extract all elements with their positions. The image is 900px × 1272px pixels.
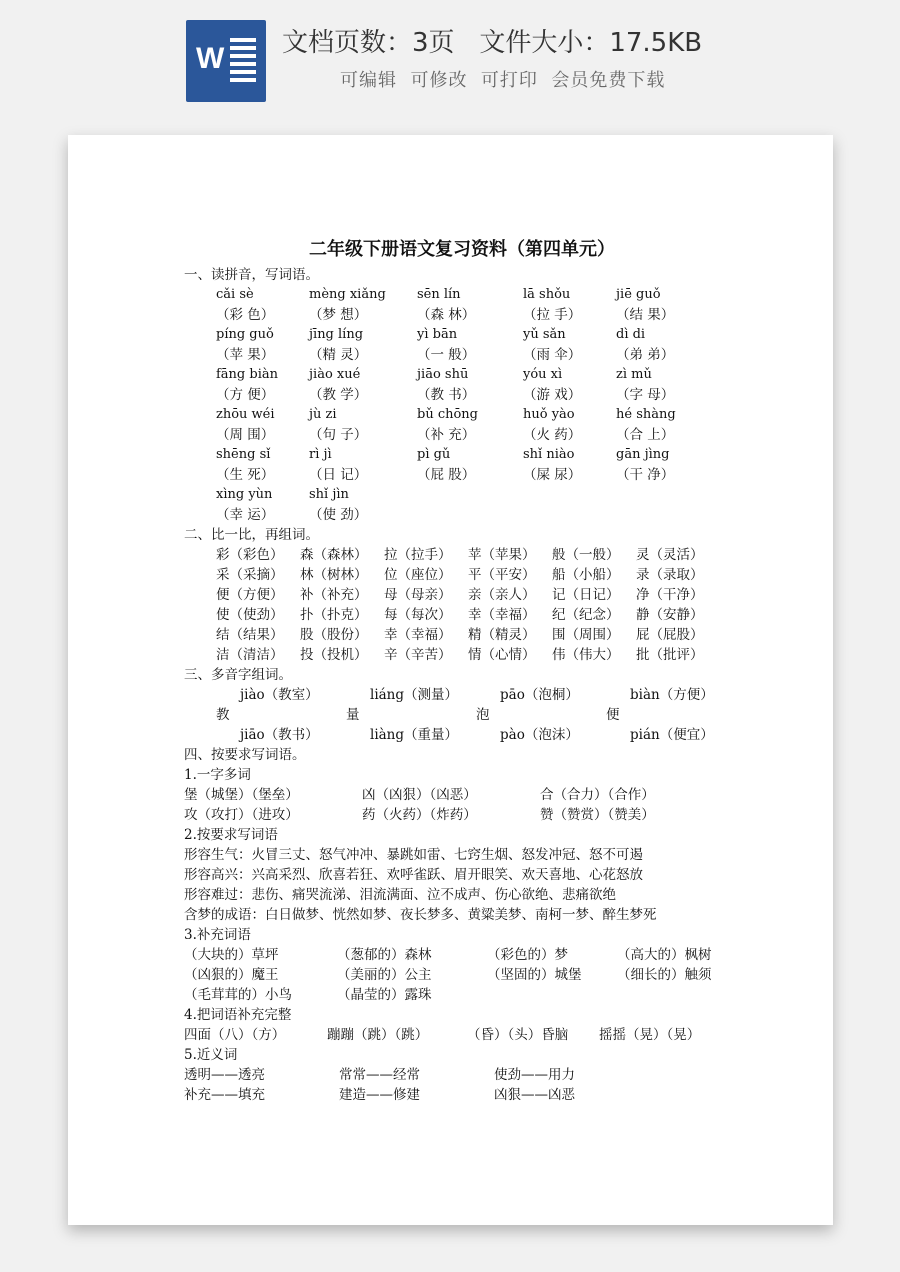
compare-cell: 森（森林） xyxy=(300,547,368,563)
compare-cell: 每（每次） xyxy=(384,607,452,623)
document-features: 可编辑 可修改 可打印 会员免费下载 xyxy=(340,70,666,91)
complete-word-cell: （昏）（头）昏脑 xyxy=(467,1027,569,1043)
compare-cell: 辛（辛苦） xyxy=(384,647,452,663)
word-answer-cell: （补 充） xyxy=(417,427,476,443)
fill-word-cell: （细长的）触须 xyxy=(617,967,712,983)
word-answer-row xyxy=(184,385,744,405)
pinyin-cell: jīng líng xyxy=(309,327,364,342)
complete-word-cell: 蹦蹦（跳）（跳） xyxy=(327,1027,429,1043)
polyphone-cell: jiào（教室） xyxy=(240,687,319,703)
one-char-cell: 凶（凶狠）（凶恶） xyxy=(362,787,477,803)
section-4-1-heading: 1.一字多词 xyxy=(184,767,251,783)
pinyin-cell: yǔ sǎn xyxy=(523,327,566,342)
compare-cell: 股（股份） xyxy=(300,627,368,643)
idiom-line: 形容高兴：兴高采烈、欣喜若狂、欢呼雀跃、眉开眼笑、欢天喜地、心花怒放 xyxy=(184,867,643,883)
compare-cell: 静（安静） xyxy=(636,607,704,623)
compare-cell: 般（一般） xyxy=(552,547,620,563)
word-answer-cell: （使 劲） xyxy=(309,507,368,523)
pinyin-cell: hé shàng xyxy=(616,407,676,422)
compare-cell: 亲（亲人） xyxy=(468,587,536,603)
section-4-2-heading: 2.按要求写词语 xyxy=(184,827,278,843)
word-answer-cell: （教 书） xyxy=(417,387,476,403)
word-answer-row xyxy=(184,345,744,365)
word-answer-cell: （火 药） xyxy=(523,427,582,443)
pinyin-cell: bǔ chōng xyxy=(417,407,479,422)
pinyin-cell: yóu xì xyxy=(523,367,563,382)
compare-cell: 使（使劲） xyxy=(216,607,284,623)
word-answer-row xyxy=(184,465,744,485)
pinyin-cell: lā shǒu xyxy=(523,287,571,302)
compare-row xyxy=(184,585,744,605)
pinyin-cell: sēn lín xyxy=(417,287,461,302)
document-meta: 文档页数：3页 文件大小：17.5KB xyxy=(282,28,703,58)
idiom-line: 含梦的成语：白日做梦、恍然如梦、夜长梦多、黄粱美梦、南柯一梦、醉生梦死 xyxy=(184,907,657,923)
compare-cell: 彩（彩色） xyxy=(216,547,284,563)
synonym-cell: 建造——修建 xyxy=(339,1087,420,1103)
complete-word-cell: 四面（八）（方） xyxy=(184,1027,286,1043)
pinyin-cell: xìng yùn xyxy=(216,487,273,502)
word-answer-cell: （干 净） xyxy=(616,467,675,483)
pinyin-cell: mèng xiǎng xyxy=(309,287,386,302)
one-char-cell: 攻（攻打）（进攻） xyxy=(184,807,299,823)
polyphone-cell: jiāo（教书） xyxy=(240,727,319,743)
fill-word-cell: （大块的）草坪 xyxy=(184,947,279,963)
word-answer-cell: （日 记） xyxy=(309,467,368,483)
section-4-3-heading: 3.补充词语 xyxy=(184,927,251,943)
fill-word-cell: （毛茸茸的）小鸟 xyxy=(184,987,292,1003)
compare-cell: 采（采摘） xyxy=(216,567,284,583)
compare-cell: 林（树林） xyxy=(300,567,368,583)
word-answer-cell: （弟 弟） xyxy=(616,347,675,363)
compare-cell: 围（周围） xyxy=(552,627,620,643)
word-answer-cell: （梦 想） xyxy=(309,307,368,323)
compare-cell: 平（平安） xyxy=(468,567,536,583)
compare-cell: 幸（幸福） xyxy=(468,607,536,623)
synonym-cell: 凶狠——凶恶 xyxy=(494,1087,575,1103)
word-answer-cell: （方 便） xyxy=(216,387,275,403)
one-char-cell: 合（合力）（合作） xyxy=(540,787,655,803)
word-answer-cell: （雨 伞） xyxy=(523,347,582,363)
pinyin-cell: rì jì xyxy=(309,447,332,462)
compare-cell: 母（母亲） xyxy=(384,587,452,603)
compare-cell: 位（座位） xyxy=(384,567,452,583)
one-char-cell: 堡（城堡）（堡垒） xyxy=(184,787,299,803)
word-answer-cell: （彩 色） xyxy=(216,307,275,323)
word-answer-row xyxy=(184,425,744,445)
compare-cell: 伟（伟大） xyxy=(552,647,620,663)
section-4-4-heading: 4.把词语补充完整 xyxy=(184,1007,292,1023)
pinyin-cell: shēng sǐ xyxy=(216,447,271,462)
compare-row xyxy=(184,565,744,585)
section-4-5-heading: 5.近义词 xyxy=(184,1047,238,1063)
word-answer-cell: （合 上） xyxy=(616,427,675,443)
document-content xyxy=(184,235,744,1105)
fill-word-row xyxy=(184,945,744,965)
pinyin-cell: pì gǔ xyxy=(417,447,451,462)
fill-word-cell: （彩色的）梦 xyxy=(487,947,568,963)
word-answer-row xyxy=(184,305,744,325)
compare-cell: 扑（扑克） xyxy=(300,607,368,623)
polyphone-char: 泡 xyxy=(476,707,490,723)
compare-cell: 批（批评） xyxy=(636,647,704,663)
pinyin-row xyxy=(184,285,744,305)
polyphone-char: 量 xyxy=(346,707,360,723)
fill-word-cell: （高大的）枫树 xyxy=(617,947,712,963)
compare-cell: 净（干净） xyxy=(636,587,704,603)
compare-cell: 拉（拉手） xyxy=(384,547,452,563)
section-1-rows xyxy=(184,285,744,525)
compare-row xyxy=(184,625,744,645)
compare-row xyxy=(184,645,744,665)
synonym-row xyxy=(184,1065,744,1085)
compare-cell: 补（补充） xyxy=(300,587,368,603)
document-title: 二年级下册语文复习资料（第四单元） xyxy=(309,239,615,260)
word-answer-cell: （苹 果） xyxy=(216,347,275,363)
word-answer-cell: （精 灵） xyxy=(309,347,368,363)
pinyin-row xyxy=(184,365,744,385)
fill-word-row xyxy=(184,965,744,985)
pinyin-cell: gān jìng xyxy=(616,447,670,462)
fill-word-cell: （坚固的）城堡 xyxy=(487,967,582,983)
pinyin-cell: shǐ jìn xyxy=(309,487,349,502)
polyphone-char: 便 xyxy=(606,707,620,723)
pinyin-cell: jù zi xyxy=(309,407,337,422)
word-answer-cell: （拉 手） xyxy=(523,307,582,323)
polyphone-cell: pāo（泡桐） xyxy=(500,687,579,703)
document-page xyxy=(68,135,833,1225)
complete-word-cell: 摇摇（晃）（晃） xyxy=(599,1027,701,1043)
idiom-line: 形容生气：火冒三丈、怒气冲冲、暴跳如雷、七窍生烟、怒发冲冠、怒不可遏 xyxy=(184,847,643,863)
complete-word-row xyxy=(184,1025,744,1045)
pinyin-cell: cǎi sè xyxy=(216,287,254,302)
pinyin-row xyxy=(184,485,744,505)
one-char-row xyxy=(184,805,744,825)
pinyin-row xyxy=(184,445,744,465)
word-answer-cell: （屎 尿） xyxy=(523,467,582,483)
word-answer-cell: （幸 运） xyxy=(216,507,275,523)
pinyin-row xyxy=(184,325,744,345)
document-lines-icon xyxy=(230,38,256,86)
idiom-line: 形容难过：悲伤、痛哭流涕、泪流满面、泣不成声、伤心欲绝、悲痛欲绝 xyxy=(184,887,616,903)
compare-cell: 记（日记） xyxy=(552,587,620,603)
pinyin-row xyxy=(184,405,744,425)
compare-cell: 录（录取） xyxy=(636,567,704,583)
pinyin-cell: zhōu wéi xyxy=(216,407,275,422)
compare-row xyxy=(184,605,744,625)
synonym-cell: 常常——经常 xyxy=(339,1067,420,1083)
polyphone-row-bottom xyxy=(184,725,744,745)
compare-cell: 苹（苹果） xyxy=(468,547,536,563)
one-char-cell: 赞（赞赏）（赞美） xyxy=(540,807,655,823)
word-answer-cell: （游 戏） xyxy=(523,387,582,403)
word-document-icon xyxy=(186,20,266,102)
polyphone-cell: liáng（测量） xyxy=(370,687,459,703)
fill-word-cell: （美丽的）公主 xyxy=(337,967,432,983)
polyphone-char: 教 xyxy=(216,707,230,723)
polyphone-row-char xyxy=(184,705,744,725)
word-answer-cell: （森 林） xyxy=(417,307,476,323)
section-4-heading: 四、按要求写词语。 xyxy=(184,747,306,763)
compare-cell: 纪（纪念） xyxy=(552,607,620,623)
word-answer-cell: （教 学） xyxy=(309,387,368,403)
word-answer-cell: （一 般） xyxy=(417,347,476,363)
pinyin-cell: jiē guǒ xyxy=(616,287,661,302)
compare-cell: 情（心情） xyxy=(468,647,536,663)
polyphone-cell: biàn（方便） xyxy=(630,687,714,703)
section-1-heading: 一、读拼音，写词语。 xyxy=(184,267,319,283)
pinyin-cell: huǒ yào xyxy=(523,407,575,422)
pinyin-cell: shǐ niào xyxy=(523,447,575,462)
fill-word-cell: （葱郁的）森林 xyxy=(337,947,432,963)
compare-cell: 投（投机） xyxy=(300,647,368,663)
document-info-banner xyxy=(0,0,900,110)
word-answer-cell: （句 子） xyxy=(309,427,368,443)
compare-cell: 幸（幸福） xyxy=(384,627,452,643)
synonym-cell: 透明——透亮 xyxy=(184,1067,265,1083)
synonym-cell: 使劲——用力 xyxy=(494,1067,575,1083)
pinyin-cell: zì mǔ xyxy=(616,367,652,382)
pinyin-cell: yì bān xyxy=(417,327,458,342)
polyphone-cell: liàng（重量） xyxy=(370,727,459,743)
fill-word-row xyxy=(184,985,744,1005)
section-3-heading: 三、多音字组词。 xyxy=(184,667,292,683)
fill-word-cell: （凶狠的）魔王 xyxy=(184,967,279,983)
word-answer-cell: （生 死） xyxy=(216,467,275,483)
synonym-row xyxy=(184,1085,744,1105)
word-answer-row xyxy=(184,505,744,525)
one-char-cell: 药（火药）（炸药） xyxy=(362,807,477,823)
word-answer-cell: （周 围） xyxy=(216,427,275,443)
compare-cell: 洁（清洁） xyxy=(216,647,284,663)
pinyin-cell: píng guǒ xyxy=(216,327,274,342)
pinyin-cell: jiāo shū xyxy=(417,367,469,382)
synonym-cell: 补充——填充 xyxy=(184,1087,265,1103)
compare-cell: 灵（灵活） xyxy=(636,547,704,563)
compare-row xyxy=(184,545,744,565)
fill-word-cell: （晶莹的）露珠 xyxy=(337,987,432,1003)
compare-cell: 便（方便） xyxy=(216,587,284,603)
polyphone-cell: pián（便宜） xyxy=(630,727,714,743)
word-answer-cell: （字 母） xyxy=(616,387,675,403)
pinyin-cell: fāng biàn xyxy=(216,367,278,382)
polyphone-row-top xyxy=(184,685,744,705)
one-char-row xyxy=(184,785,744,805)
word-logo-letter: W xyxy=(196,42,225,75)
polyphone-cell: pào（泡沫） xyxy=(500,727,579,743)
pinyin-cell: jiào xué xyxy=(309,367,361,382)
pinyin-cell: dì di xyxy=(616,327,646,342)
compare-cell: 屁（屁股） xyxy=(636,627,704,643)
section-2-rows xyxy=(184,545,744,665)
compare-cell: 船（小船） xyxy=(552,567,620,583)
word-answer-cell: （结 果） xyxy=(616,307,675,323)
compare-cell: 结（结果） xyxy=(216,627,284,643)
compare-cell: 精（精灵） xyxy=(468,627,536,643)
word-answer-cell: （屁 股） xyxy=(417,467,476,483)
section-2-heading: 二、比一比，再组词。 xyxy=(184,527,319,543)
